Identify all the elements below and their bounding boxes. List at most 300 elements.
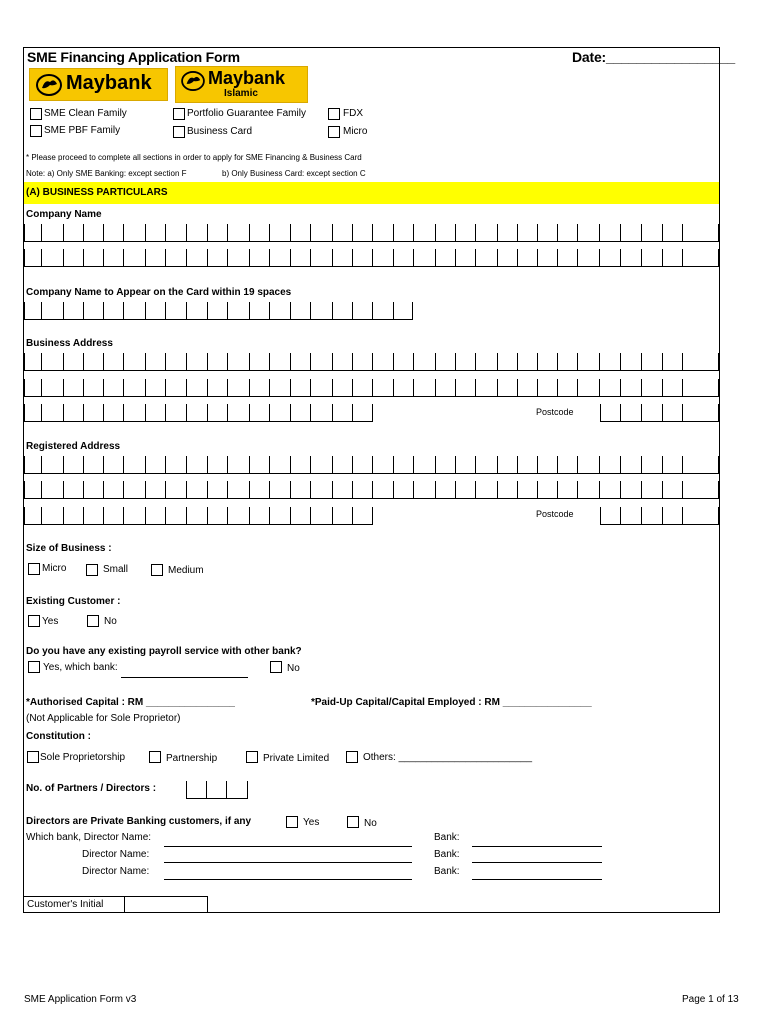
size-medium-checkbox[interactable] — [151, 564, 163, 576]
box-divider — [165, 404, 166, 421]
box-divider — [352, 353, 353, 370]
company-name-input-2[interactable] — [24, 246, 719, 267]
box-divider — [227, 379, 228, 396]
box-divider — [249, 224, 250, 241]
box-divider — [63, 353, 64, 370]
box-divider — [41, 224, 42, 241]
box-divider — [41, 249, 42, 266]
box-divider — [83, 224, 84, 241]
box-divider — [226, 781, 227, 798]
box-divider — [352, 224, 353, 241]
box-divider — [207, 379, 208, 396]
business-address-label: Business Address — [26, 338, 113, 349]
box-divider — [718, 379, 719, 396]
box-divider — [123, 379, 124, 396]
box-divider — [620, 249, 621, 266]
box-divider — [249, 249, 250, 266]
box-divider — [641, 456, 642, 473]
maybank-islamic-logo-text: Maybank — [208, 68, 286, 88]
box-divider — [718, 404, 719, 421]
box-divider — [103, 249, 104, 266]
box-divider — [310, 404, 311, 421]
box-divider — [24, 456, 25, 473]
box-divider — [641, 481, 642, 498]
box-divider — [475, 249, 476, 266]
box-divider — [123, 404, 124, 421]
existing-yes-checkbox[interactable] — [28, 615, 40, 627]
registered-address-input-2[interactable] — [24, 478, 719, 499]
box-divider — [165, 379, 166, 396]
yes-label: Yes — [42, 616, 59, 627]
section-note-b: b) Only Business Card: except section C — [222, 169, 366, 178]
which-bank-director-label: Which bank, Director Name: — [26, 832, 152, 843]
box-divider — [455, 353, 456, 370]
product-checkbox-micro[interactable] — [328, 126, 340, 138]
product-label: Portfolio Guarantee Family — [187, 108, 306, 119]
box-divider — [165, 302, 166, 319]
product-checkbox-fdx[interactable] — [328, 108, 340, 120]
box-divider — [145, 481, 146, 498]
box-divider — [641, 507, 642, 524]
box-divider — [641, 224, 642, 241]
size-micro-checkbox[interactable] — [28, 563, 40, 575]
box-divider — [662, 481, 663, 498]
box-divider — [413, 379, 414, 396]
box-divider — [352, 379, 353, 396]
box-divider — [63, 379, 64, 396]
box-divider — [620, 507, 621, 524]
box-divider — [269, 224, 270, 241]
box-divider — [290, 353, 291, 370]
box-divider — [24, 404, 25, 421]
box-divider — [63, 224, 64, 241]
box-divider — [269, 379, 270, 396]
product-checkbox-sme-pbf[interactable] — [30, 125, 42, 137]
box-divider — [123, 456, 124, 473]
box-divider — [186, 456, 187, 473]
box-divider — [435, 481, 436, 498]
box-divider — [435, 249, 436, 266]
box-divider — [249, 456, 250, 473]
director-bank-input-1[interactable] — [472, 846, 602, 847]
box-divider — [455, 481, 456, 498]
box-divider — [620, 404, 621, 421]
box-divider — [24, 379, 25, 396]
box-divider — [63, 249, 64, 266]
box-divider — [41, 379, 42, 396]
company-name-input-1[interactable] — [24, 221, 719, 242]
box-divider — [662, 249, 663, 266]
box-divider — [662, 353, 663, 370]
box-divider — [393, 353, 394, 370]
section-note-a: Note: a) Only SME Banking: except section F — [26, 169, 187, 178]
box-divider — [517, 456, 518, 473]
box-divider — [435, 379, 436, 396]
director-name-label: Director Name: — [82, 849, 150, 860]
box-divider — [332, 456, 333, 473]
box-divider — [600, 404, 601, 421]
box-divider — [63, 481, 64, 498]
box-divider — [207, 456, 208, 473]
box-divider — [24, 302, 25, 319]
customer-initial-label: Customer's Initial — [27, 899, 104, 910]
product-checkbox-business-card[interactable] — [173, 126, 185, 138]
box-divider — [517, 353, 518, 370]
box-divider — [207, 404, 208, 421]
box-divider — [599, 481, 600, 498]
section-a-title: (A) BUSINESS PARTICULARS — [26, 187, 168, 198]
box-divider — [641, 404, 642, 421]
product-checkbox-sme-clean[interactable] — [30, 108, 42, 120]
form-title: SME Financing Application Form — [27, 49, 240, 65]
box-divider — [207, 249, 208, 266]
box-divider — [290, 456, 291, 473]
box-divider — [332, 379, 333, 396]
box-divider — [103, 507, 104, 524]
existing-no-checkbox[interactable] — [87, 615, 99, 627]
no-label: No — [104, 616, 117, 627]
box-divider — [145, 456, 146, 473]
box-divider — [332, 302, 333, 319]
box-divider — [227, 353, 228, 370]
box-divider — [269, 456, 270, 473]
box-divider — [577, 353, 578, 370]
constitution-others-checkbox[interactable] — [346, 751, 358, 763]
payroll-bank-input[interactable] — [121, 677, 248, 678]
box-divider — [290, 507, 291, 524]
director-name-input-3[interactable] — [164, 879, 412, 880]
box-divider — [475, 456, 476, 473]
box-divider — [145, 379, 146, 396]
islamic-subtitle: Islamic — [224, 88, 258, 99]
box-divider — [475, 224, 476, 241]
director-name-input-1[interactable] — [164, 846, 412, 847]
box-divider — [207, 224, 208, 241]
box-divider — [718, 249, 719, 266]
box-divider — [577, 379, 578, 396]
box-divider — [186, 224, 187, 241]
box-divider — [599, 224, 600, 241]
box-divider — [41, 302, 42, 319]
instruction-note: * Please proceed to complete all sections in order to apply for SME Financing & Business Card — [26, 153, 362, 162]
box-divider — [41, 456, 42, 473]
box-divider — [83, 481, 84, 498]
box-divider — [24, 224, 25, 241]
box-divider — [227, 456, 228, 473]
size-option-label: Micro — [42, 563, 67, 574]
tiger-icon — [181, 71, 205, 91]
business-address-input-1[interactable] — [24, 350, 719, 371]
business-address-input-2[interactable] — [24, 376, 719, 397]
box-divider — [227, 481, 228, 498]
box-divider — [269, 481, 270, 498]
box-divider — [103, 481, 104, 498]
box-divider — [641, 249, 642, 266]
box-divider — [41, 481, 42, 498]
box-divider — [718, 353, 719, 370]
box-divider — [41, 507, 42, 524]
box-divider — [186, 353, 187, 370]
box-divider — [497, 456, 498, 473]
box-divider — [83, 404, 84, 421]
constitution-option-label: Partnership — [166, 753, 218, 764]
box-divider — [83, 379, 84, 396]
box-divider — [83, 353, 84, 370]
box-divider — [310, 379, 311, 396]
paidup-capital-field[interactable]: *Paid-Up Capital/Capital Employed : RM ________________ — [311, 697, 592, 708]
payroll-yes-checkbox[interactable] — [28, 661, 40, 673]
box-divider — [718, 456, 719, 473]
box-divider — [372, 456, 373, 473]
footer-page-number: Page 1 of 13 — [682, 994, 739, 1005]
box-divider — [662, 379, 663, 396]
box-divider — [103, 224, 104, 241]
box-divider — [269, 302, 270, 319]
box-divider — [620, 456, 621, 473]
box-divider — [557, 481, 558, 498]
box-divider — [83, 249, 84, 266]
box-divider — [393, 224, 394, 241]
box-divider — [103, 379, 104, 396]
box-divider — [145, 353, 146, 370]
box-divider — [557, 353, 558, 370]
box-divider — [269, 353, 270, 370]
box-divider — [412, 302, 413, 319]
box-divider — [332, 507, 333, 524]
constitution-option-label: Sole Proprietorship — [40, 752, 126, 763]
directors-yes-checkbox[interactable] — [286, 816, 298, 828]
box-divider — [599, 353, 600, 370]
box-divider — [455, 379, 456, 396]
box-divider — [517, 224, 518, 241]
box-divider — [310, 224, 311, 241]
box-divider — [186, 481, 187, 498]
box-divider — [352, 404, 353, 421]
date-field[interactable]: Date:_________________ — [572, 49, 735, 65]
box-divider — [269, 507, 270, 524]
box-divider — [557, 379, 558, 396]
customer-initial-input[interactable] — [126, 898, 206, 911]
box-divider — [332, 481, 333, 498]
box-divider — [290, 481, 291, 498]
box-divider — [413, 456, 414, 473]
postcode-label: Postcode — [536, 509, 574, 519]
constitution-option-label: Others: ________________________ — [363, 752, 533, 763]
box-divider — [186, 781, 187, 798]
product-label: Micro — [343, 126, 368, 137]
box-divider — [682, 456, 683, 473]
bank-label: Bank: — [434, 866, 460, 877]
registered-postcode-input[interactable] — [600, 504, 719, 525]
box-divider — [165, 507, 166, 524]
box-divider — [497, 353, 498, 370]
registered-address-input-3[interactable] — [24, 504, 373, 525]
box-divider — [123, 249, 124, 266]
box-divider — [537, 379, 538, 396]
box-divider — [352, 481, 353, 498]
constitution-label: Constitution : — [26, 731, 91, 742]
box-divider — [227, 404, 228, 421]
product-label: FDX — [343, 108, 363, 119]
box-divider — [577, 456, 578, 473]
box-divider — [682, 507, 683, 524]
box-divider — [269, 249, 270, 266]
box-divider — [497, 249, 498, 266]
bank-label: Bank: — [434, 832, 460, 843]
authorised-capital-field[interactable]: *Authorised Capital : RM ________________ — [26, 697, 235, 708]
company-name-label: Company Name — [26, 209, 102, 220]
box-divider — [145, 404, 146, 421]
partners-directors-label: No. of Partners / Directors : — [26, 783, 157, 794]
existing-customer-label: Existing Customer : — [26, 596, 121, 607]
box-divider — [165, 249, 166, 266]
director-name-label: Director Name: — [82, 866, 150, 877]
box-divider — [372, 249, 373, 266]
box-divider — [249, 302, 250, 319]
box-divider — [249, 379, 250, 396]
box-divider — [310, 302, 311, 319]
maybank-logo-text: Maybank — [66, 72, 152, 94]
box-divider — [475, 481, 476, 498]
box-divider — [103, 456, 104, 473]
postcode-label: Postcode — [536, 407, 574, 417]
box-divider — [63, 302, 64, 319]
registered-address-input-1[interactable] — [24, 453, 719, 474]
director-name-input-2[interactable] — [164, 862, 412, 863]
box-divider — [662, 507, 663, 524]
box-divider — [123, 481, 124, 498]
product-label: SME PBF Family — [44, 125, 121, 136]
box-divider — [290, 249, 291, 266]
box-divider — [557, 224, 558, 241]
box-divider — [682, 404, 683, 421]
director-bank-input-3[interactable] — [472, 879, 602, 880]
box-divider — [186, 507, 187, 524]
box-divider — [352, 249, 353, 266]
box-divider — [123, 507, 124, 524]
box-divider — [372, 379, 373, 396]
box-divider — [537, 481, 538, 498]
box-divider — [123, 224, 124, 241]
box-divider — [372, 224, 373, 241]
box-divider — [227, 302, 228, 319]
product-checkbox-portfolio[interactable] — [173, 108, 185, 120]
constitution-private-limited-checkbox[interactable] — [246, 751, 258, 763]
card-name-input[interactable] — [24, 299, 413, 320]
box-divider — [145, 302, 146, 319]
partners-count-input[interactable] — [186, 778, 248, 799]
box-divider — [435, 224, 436, 241]
box-divider — [290, 302, 291, 319]
box-divider — [123, 302, 124, 319]
box-divider — [641, 353, 642, 370]
box-divider — [63, 507, 64, 524]
box-divider — [413, 224, 414, 241]
box-divider — [393, 456, 394, 473]
box-divider — [662, 224, 663, 241]
box-divider — [718, 224, 719, 241]
box-divider — [83, 302, 84, 319]
box-divider — [577, 481, 578, 498]
box-divider — [393, 249, 394, 266]
box-divider — [557, 249, 558, 266]
box-divider — [145, 224, 146, 241]
payroll-no-checkbox[interactable] — [270, 661, 282, 673]
box-divider — [165, 224, 166, 241]
box-divider — [372, 353, 373, 370]
box-divider — [455, 249, 456, 266]
box-divider — [599, 379, 600, 396]
box-divider — [310, 456, 311, 473]
box-divider — [682, 249, 683, 266]
box-divider — [290, 379, 291, 396]
director-bank-input-2[interactable] — [472, 862, 602, 863]
box-divider — [455, 456, 456, 473]
box-divider — [682, 353, 683, 370]
box-divider — [641, 379, 642, 396]
maybank-islamic-logo — [175, 66, 308, 103]
box-divider — [413, 481, 414, 498]
box-divider — [435, 353, 436, 370]
box-divider — [83, 507, 84, 524]
box-divider — [682, 379, 683, 396]
box-divider — [475, 379, 476, 396]
box-divider — [517, 379, 518, 396]
box-divider — [599, 249, 600, 266]
constitution-partnership-checkbox[interactable] — [149, 751, 161, 763]
box-divider — [249, 507, 250, 524]
box-divider — [455, 224, 456, 241]
box-divider — [352, 456, 353, 473]
constitution-sole-checkbox[interactable] — [27, 751, 39, 763]
directors-private-banking-label: Directors are Private Banking customers, if any — [26, 816, 252, 827]
box-divider — [249, 481, 250, 498]
box-divider — [247, 781, 248, 798]
box-divider — [290, 224, 291, 241]
box-divider — [186, 404, 187, 421]
box-divider — [537, 353, 538, 370]
box-divider — [207, 302, 208, 319]
box-divider — [332, 353, 333, 370]
product-label: SME Clean Family — [44, 108, 127, 119]
yes-label: Yes — [303, 817, 320, 828]
box-divider — [537, 224, 538, 241]
box-divider — [269, 404, 270, 421]
box-divider — [206, 781, 207, 798]
business-address-input-3[interactable] — [24, 401, 373, 422]
maybank-logo — [29, 68, 168, 101]
directors-no-checkbox[interactable] — [347, 816, 359, 828]
box-divider — [517, 249, 518, 266]
box-divider — [186, 249, 187, 266]
box-divider — [24, 353, 25, 370]
size-option-label: Medium — [168, 565, 204, 576]
box-divider — [227, 224, 228, 241]
size-small-checkbox[interactable] — [86, 564, 98, 576]
box-divider — [413, 353, 414, 370]
box-divider — [249, 353, 250, 370]
bank-label: Bank: — [434, 849, 460, 860]
box-divider — [41, 404, 42, 421]
box-divider — [599, 456, 600, 473]
box-divider — [83, 456, 84, 473]
box-divider — [577, 224, 578, 241]
box-divider — [207, 507, 208, 524]
box-divider — [227, 249, 228, 266]
box-divider — [393, 379, 394, 396]
business-postcode-input[interactable] — [600, 401, 719, 422]
box-divider — [103, 353, 104, 370]
